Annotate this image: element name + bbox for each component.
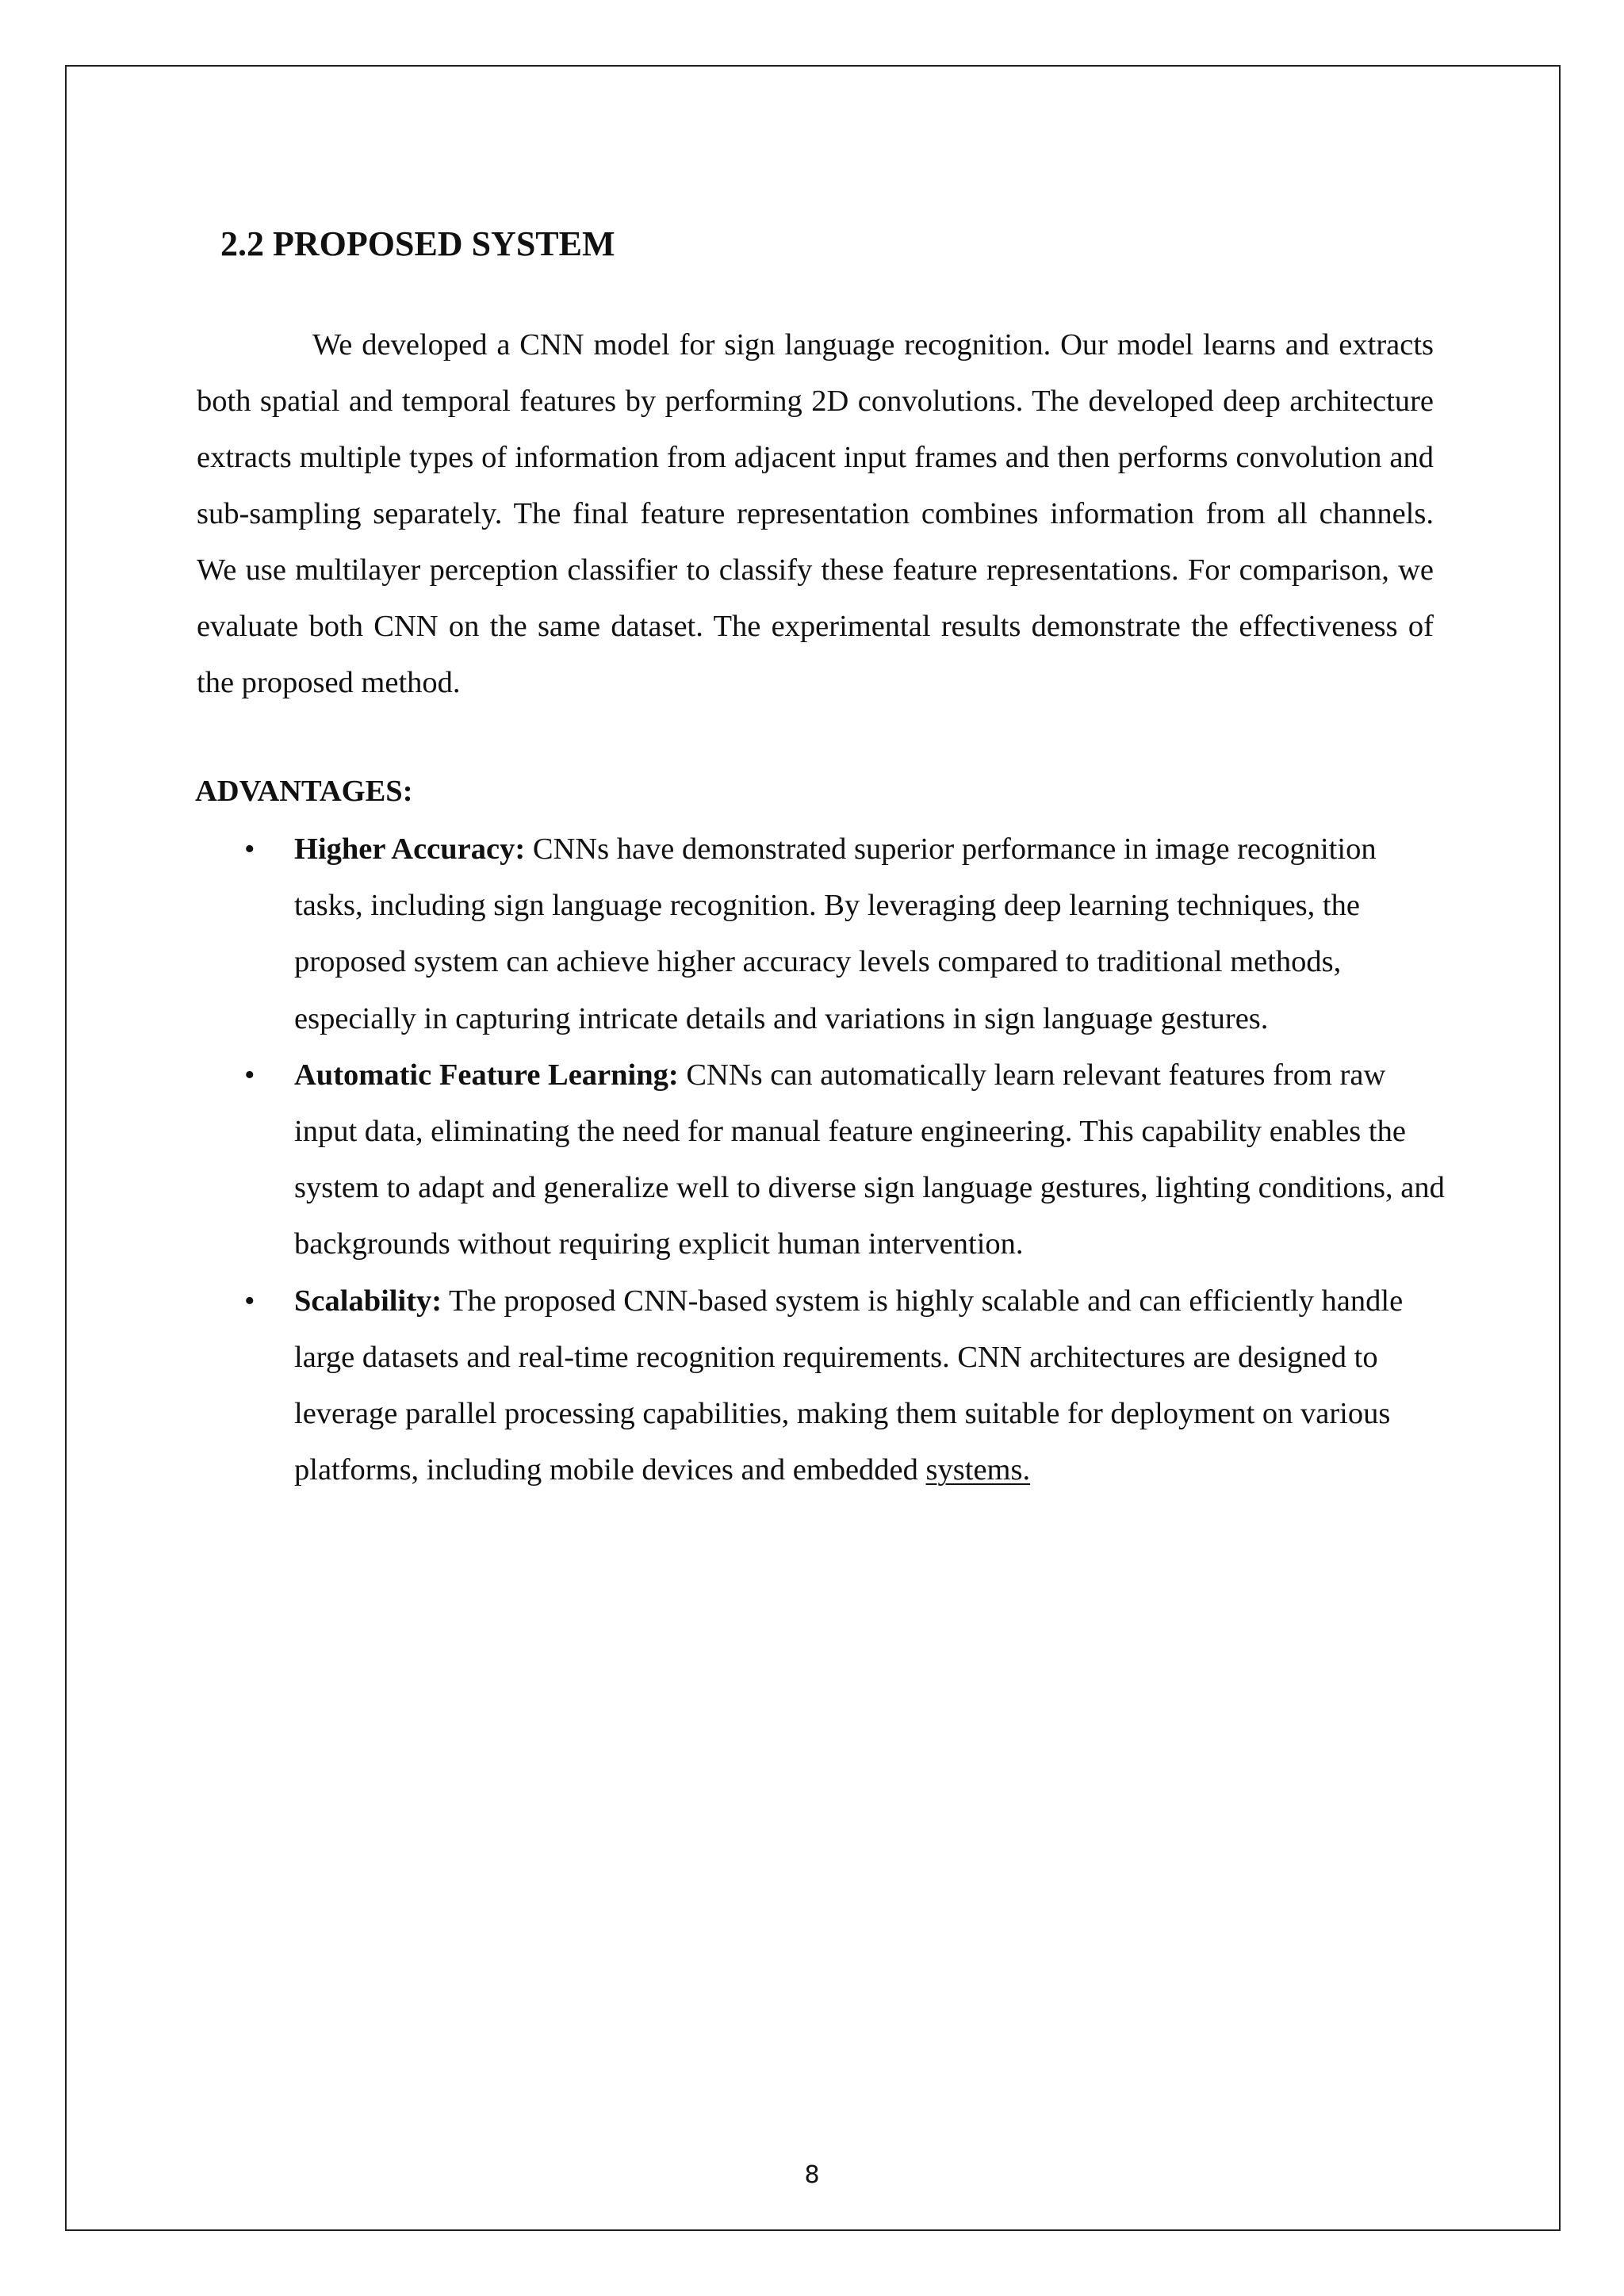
- advantage-item-higher-accuracy: [238, 821, 1451, 1047]
- underlined-word: systems.: [925, 1453, 1031, 1487]
- bullet-icon: •: [244, 832, 255, 866]
- advantage-text: CNNs have demonstrated superior performance in image recognition tasks, including sign language recognition. By leveraging deep learning techniques, the proposed system can achieve higher accuracy levels compared to traditional methods, especially in capturing intricate details and variations in sign language gestures.: [294, 832, 1377, 1035]
- section-heading: 2.2 PROPOSED SYSTEM: [220, 224, 615, 263]
- bullet-icon: •: [244, 1058, 255, 1092]
- advantage-title: Higher Accuracy:: [294, 832, 526, 866]
- advantage-text: CNNs can automatically learn relevant features from raw input data, eliminating the need for manual feature engineering. This capability enables the system to adapt and generalize well to diverse sign language gestures, lighting conditions, and backgrounds without requiring explicit human intervention.: [294, 1058, 1445, 1261]
- advantage-text: The proposed CNN-based system is highly scalable and can efficiently handle large datasets and real-time recognition requirements. CNN architectures are designed to leverage parallel processing capabilities, making them suitable for deployment on various platforms, including mobile devices and embedded: [294, 1284, 1404, 1487]
- advantage-title: Scalability:: [294, 1284, 442, 1318]
- page-number: 8: [804, 2161, 820, 2189]
- intro-paragraph: We developed a CNN model for sign language recognition. Our model learns and extracts both spatial and temporal features by performing 2D convolutions. The developed deep architecture extracts multiple types of information from adjacent input frames and then performs convolution and sub-sampling separately. The final feature representation combines information from all channels. We use multilayer perception classifier to classify these feature representations. For comparison, we evaluate both CNN on the same dataset. The experimental results demonstrate the effectiveness of the proposed method.: [197, 328, 1434, 699]
- bullet-icon: •: [244, 1284, 255, 1318]
- advantages-heading: ADVANTAGES:: [195, 775, 413, 808]
- advantage-item-scalability: [238, 1273, 1451, 1499]
- advantage-title: Automatic Feature Learning:: [294, 1058, 679, 1092]
- advantages-list: [238, 821, 1451, 1498]
- advantage-item-automatic-feature-learning: [238, 1047, 1451, 1273]
